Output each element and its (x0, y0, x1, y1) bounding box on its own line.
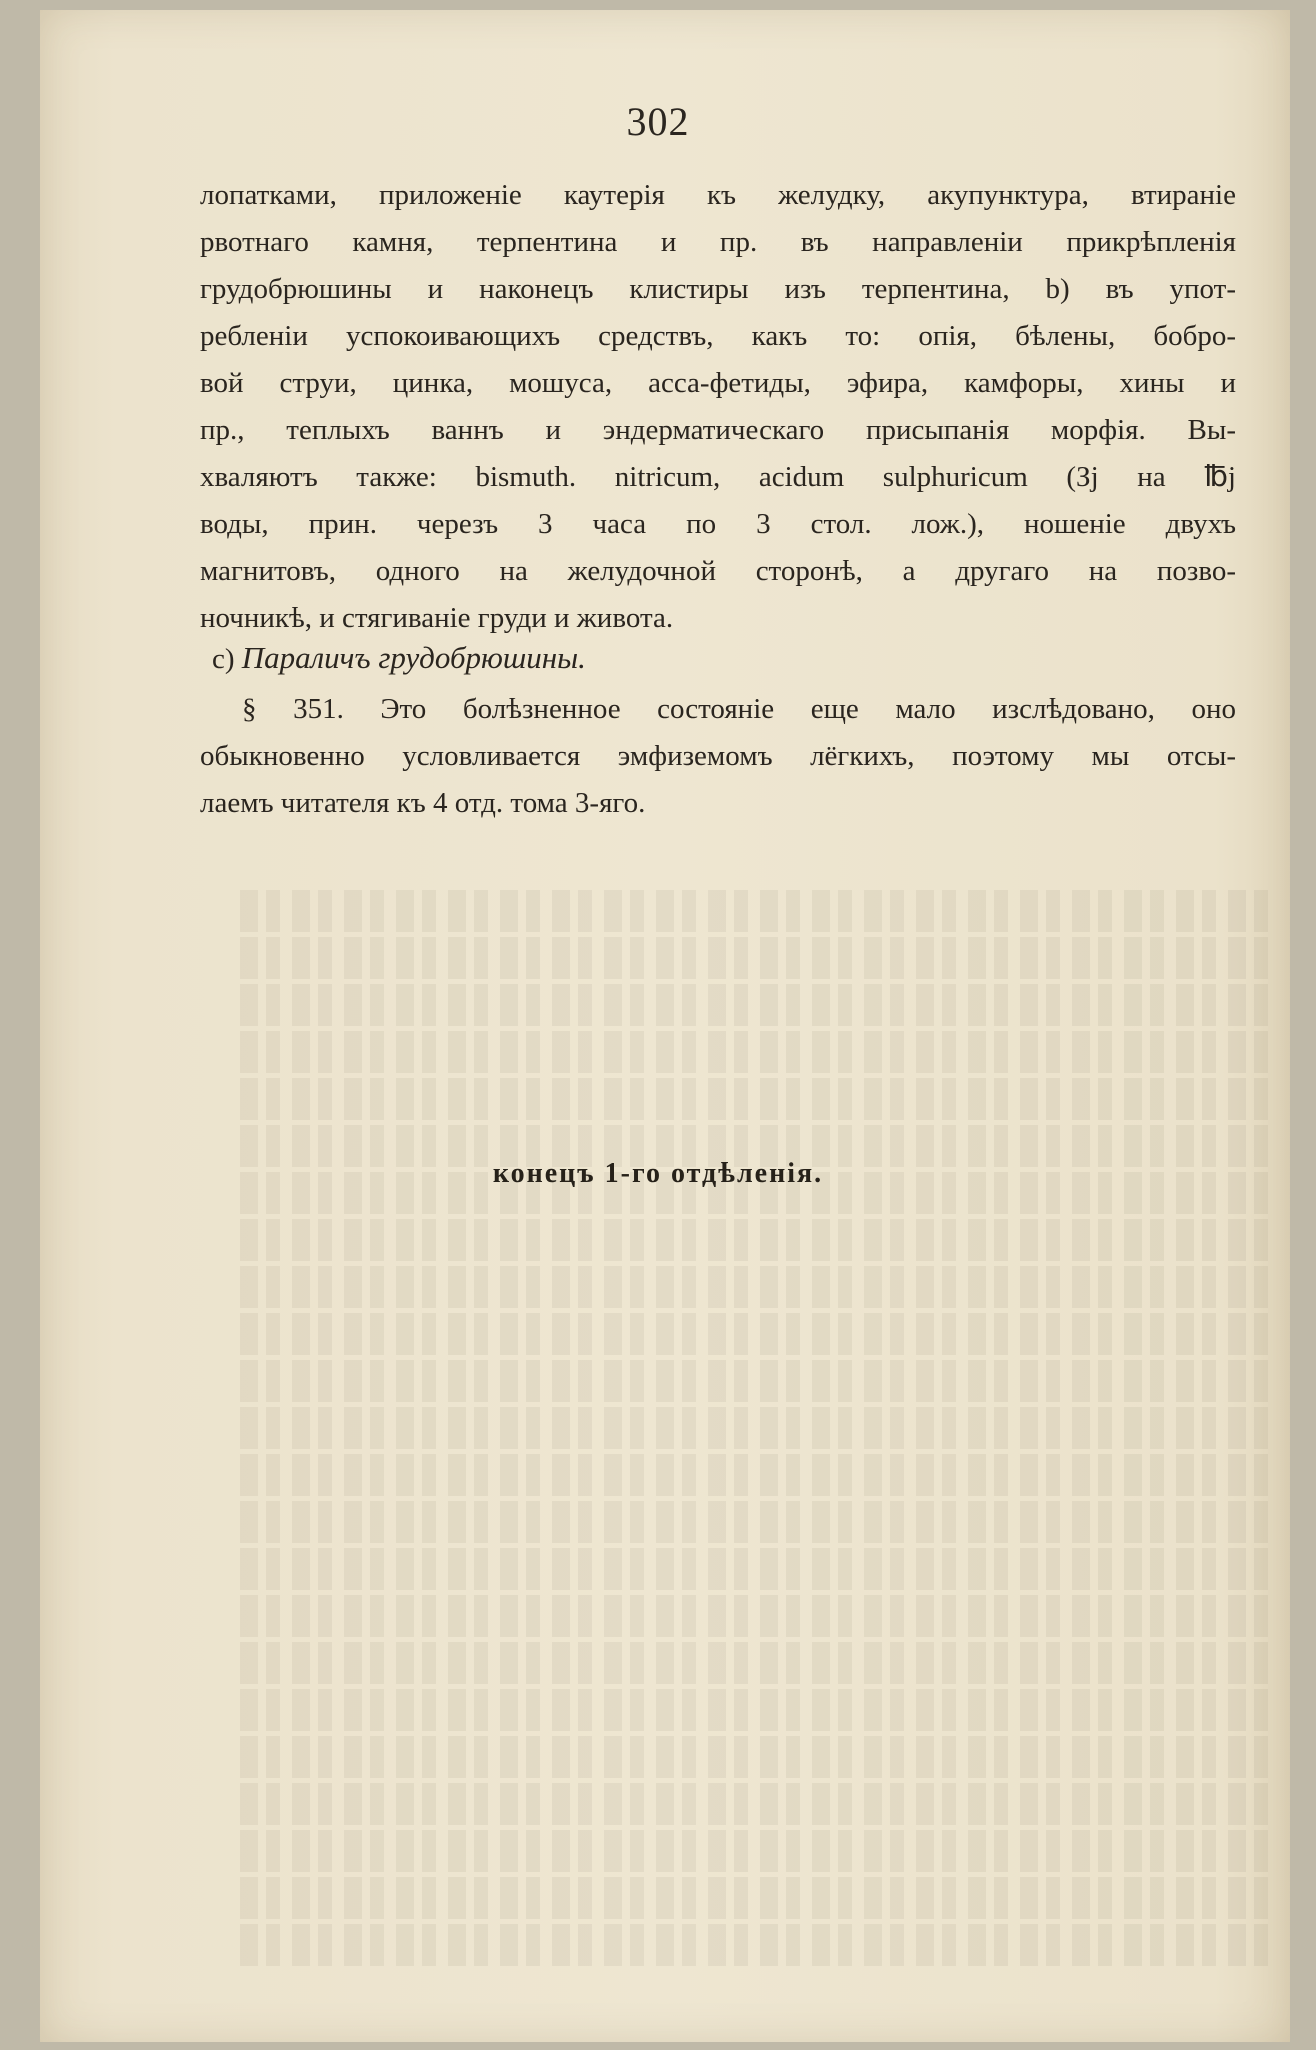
paragraph-line: § 351. Это болѣзненное состояніе еще мало изслѣдовано, оно (242, 693, 1236, 725)
continued-text (200, 172, 1236, 642)
paragraph-line: лаемъ читателя къ 4 отд. тома 3-яго. (200, 787, 646, 819)
text-line: пр., теплыхъ ваннъ и эндерматическаго присыпанія морфія. Вы- (200, 414, 1236, 446)
text-line: лопатками, приложеніе каутерія къ желудку, акупунктура, втираніе (200, 179, 1236, 211)
text-line: ребленіи успокоивающихъ средствъ, какъ то: опія, бѣлены, бобро- (200, 320, 1236, 352)
text-line: хваляютъ также: bismuth. nitricum, acidum sulphuricum (Зj на ℔j (200, 461, 1236, 493)
text-line: воды, прин. черезъ 3 часа по 3 стол. лож.), ношеніе двухъ (200, 508, 1236, 540)
show-through-text (240, 890, 1280, 2010)
subsection-marker: c) (212, 643, 235, 675)
subsection-title: Параличъ грудобрюшины. (241, 640, 586, 675)
section-paragraph (200, 686, 1236, 827)
paragraph-line: обыкновенно условливается эмфиземомъ лёгкихъ, поэтому мы отсы- (200, 740, 1236, 772)
text-line: ночникѣ, и стягиваніе груди и живота. (200, 602, 674, 634)
text-line: грудобрюшины и наконецъ клистиры изъ терпентина, b) въ упот- (200, 273, 1236, 305)
page-number: 302 (626, 99, 690, 144)
text-line: вой струи, цинка, мошуса, асса-фетиды, эфира, камфоры, хины и (200, 367, 1236, 399)
text-line: магнитовъ, одного на желудочной сторонѣ, а другаго на позво- (200, 555, 1236, 587)
text-line: рвотнаго камня, терпентина и пр. въ направленіи прикрѣпленія (200, 226, 1236, 258)
subsection-heading (212, 640, 586, 676)
end-of-part-heading: конецъ 1-го отдѣленія. (492, 1158, 824, 1189)
